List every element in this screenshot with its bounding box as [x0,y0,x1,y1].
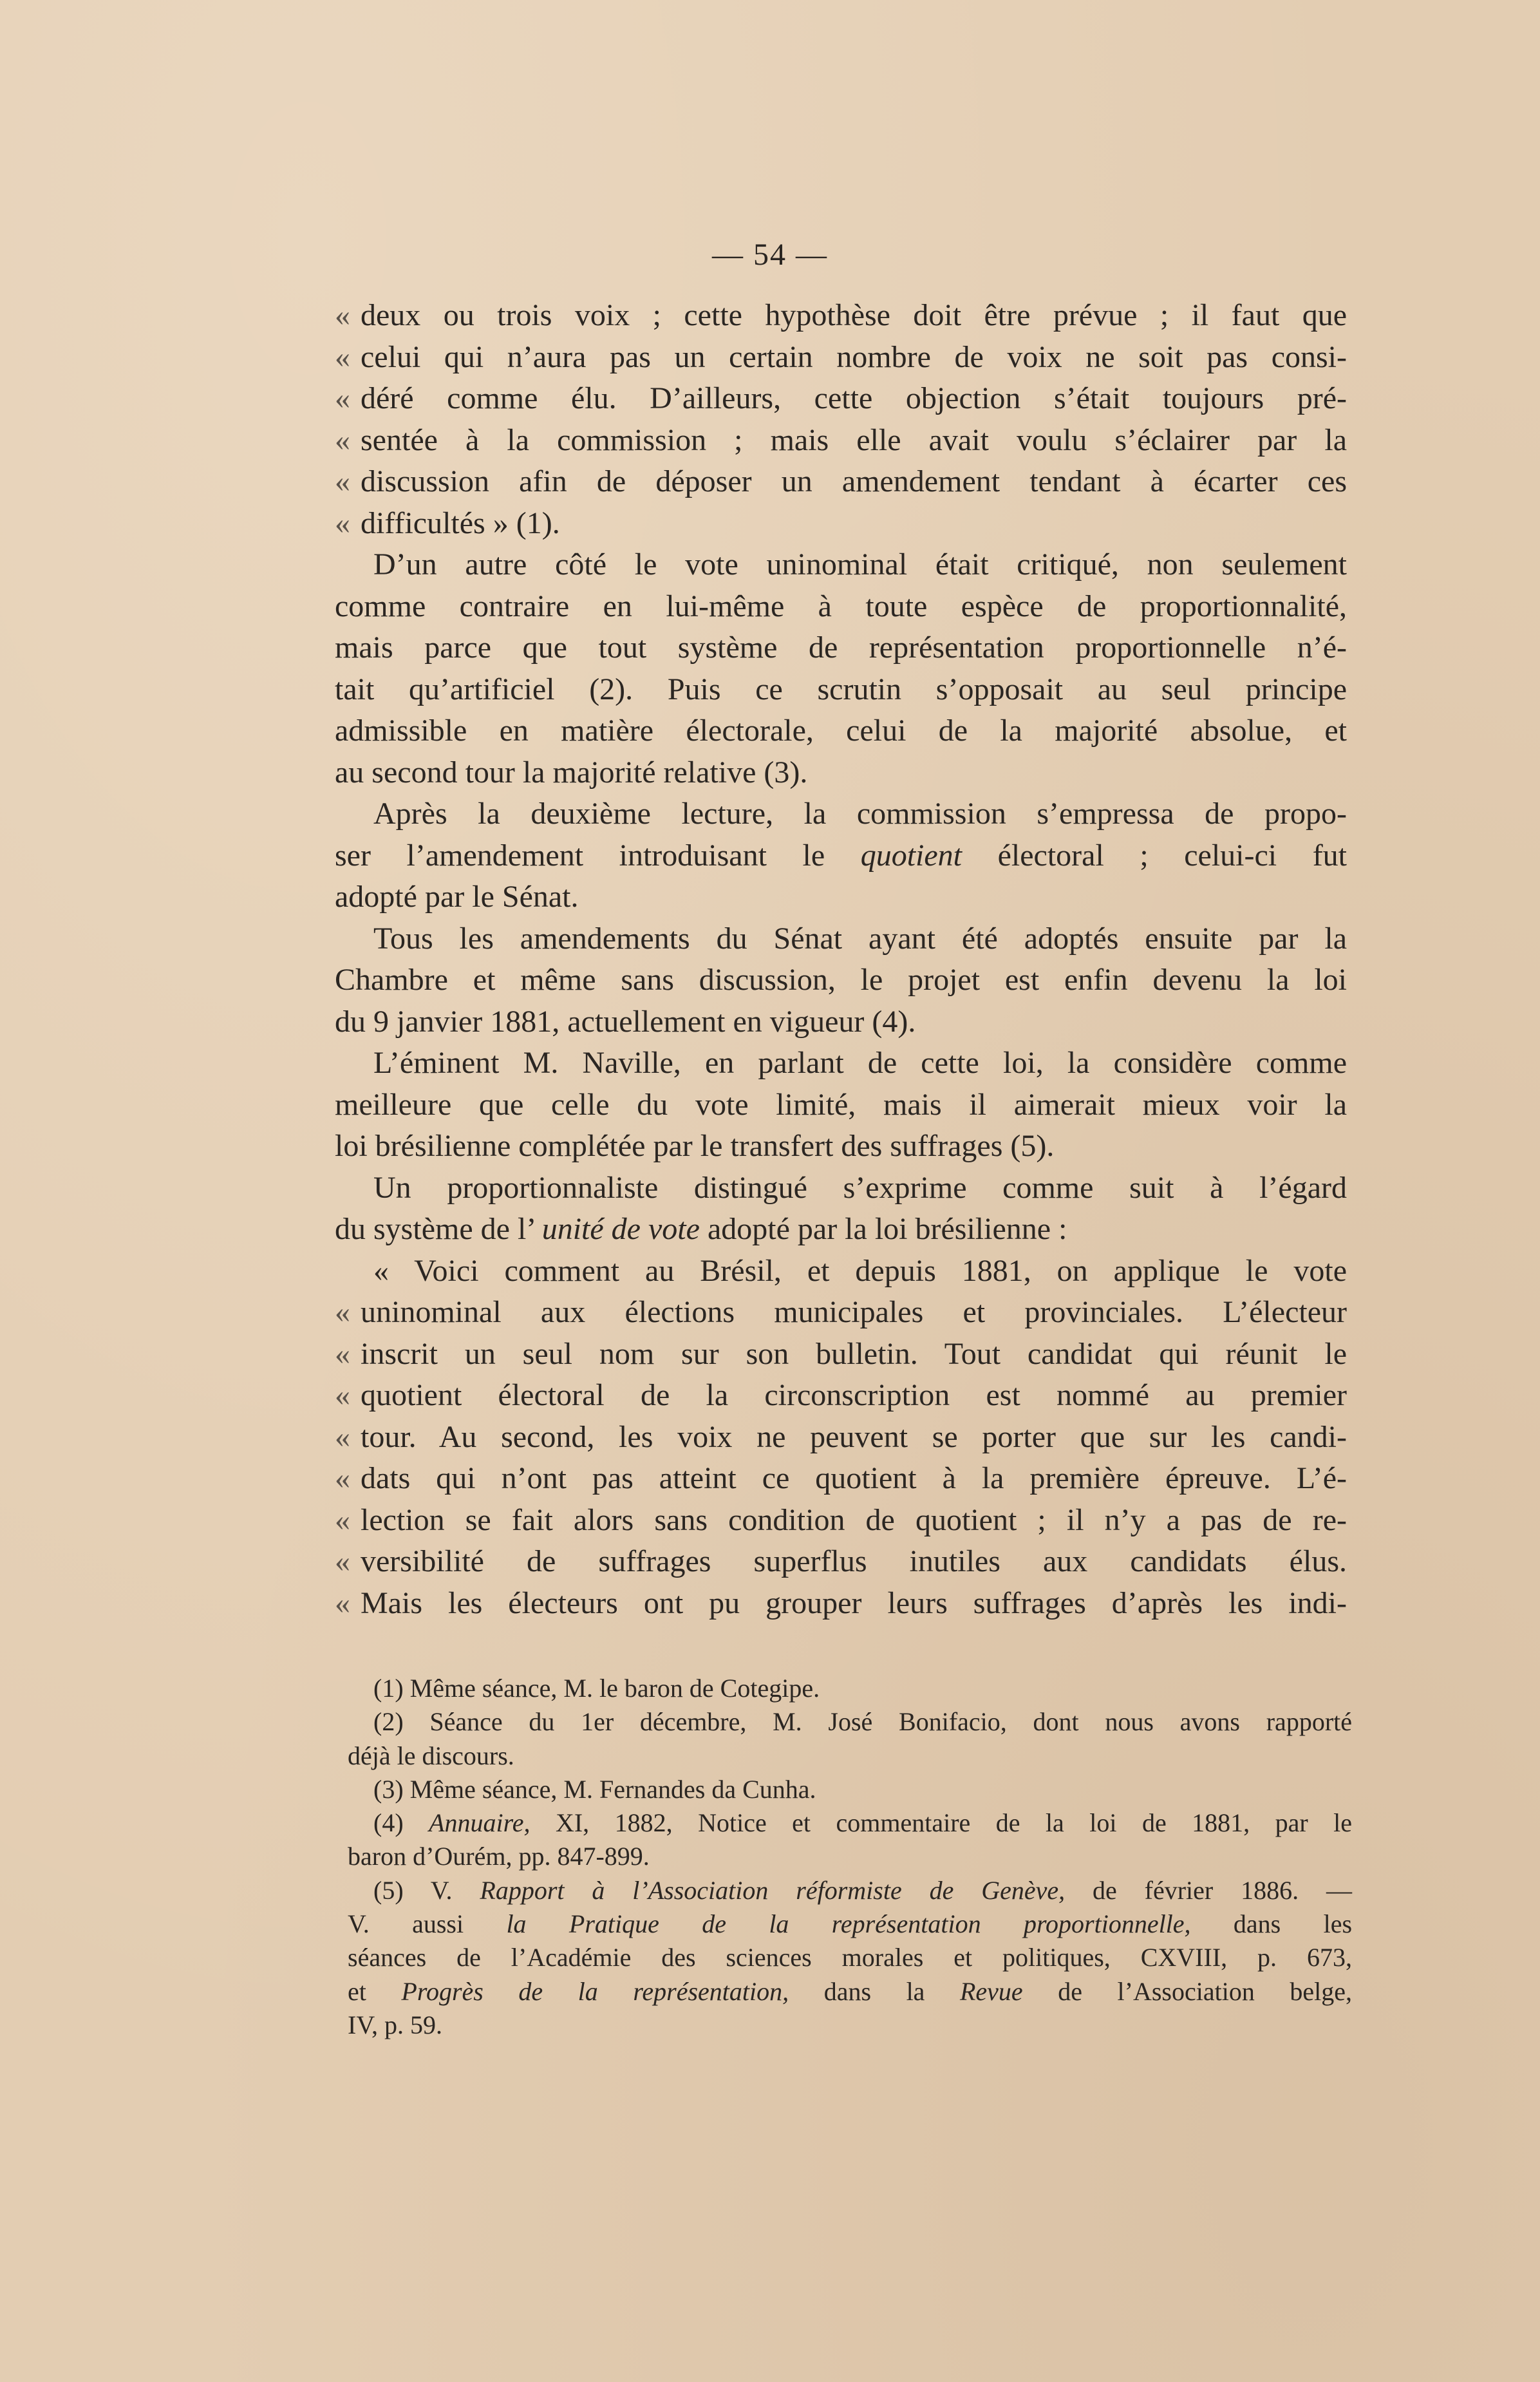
text-segment: déré comme élu. D’ailleurs, cette objection s’était toujours pré- [361,381,1347,415]
text-segment: L’éminent M. Naville, en parlant de cette loi, la considère comme [373,1046,1347,1080]
text-segment: dats qui n’ont pas atteint ce quotient à la première épreuve. L’é- [361,1461,1347,1495]
text-segment: versibilité de suffrages superflus inutiles aux candidats élus. [361,1544,1347,1578]
body-line [335,420,1347,462]
text-segment: comme contraire en lui-même à toute espèce de proportionnalité, [335,589,1347,623]
text-segment: loi brésilienne complétée par le transfert des suffrages (5). [335,1129,1055,1163]
text-segment: deux ou trois voix ; cette hypothèse doit être prévue ; il faut que [361,298,1347,332]
body-line [335,295,1347,337]
footnote-line [348,1975,1352,2009]
body-line [335,1167,1347,1209]
text-segment: (4) [373,1808,404,1838]
text-segment: Tous les amendements du Sénat ayant été adoptés ensuite par la [373,921,1347,956]
text-segment: « Voici comment au Brésil, et depuis 1881, on applique le vote [373,1253,1347,1288]
text-segment: (3) Même séance, M. Fernandes da Cunha. [373,1774,816,1804]
body-line [335,544,1347,586]
text-segment: dans les [1233,1909,1353,1939]
text-segment: séances de l’Académie des sciences morales et politiques, CXVIII, p. 673, [348,1943,1352,1972]
body-line [335,1292,1347,1334]
text-segment: déjà le discours. [348,1741,514,1770]
quote-mark: « [335,1419,350,1454]
quote-mark: « [335,298,350,332]
text-segment: (1) Même séance, M. le baron de Cotegipe. [373,1674,820,1703]
text-segment: tour. Au second, les voix ne peuvent se porter que sur les candi- [361,1419,1347,1454]
text-segment: lection se fait alors sans condition de quotient ; il n’y a pas de re- [361,1502,1347,1537]
footnote-line [348,1773,1352,1806]
italic-text: la Pratique de la représentation proportionnelle, [506,1909,1191,1939]
footnote-line [348,1672,1352,1705]
text-segment: V. aussi [348,1909,464,1939]
quote-mark: « [335,464,350,498]
text-segment: dans la [823,1976,925,2006]
quote-mark: « [335,1378,350,1412]
text-segment: admissible en matière électorale, celui de la majorité absolue, et [335,714,1347,748]
footnote-line [348,1840,1352,1873]
text-segment: ser l’amendement introduisant le [335,838,825,873]
text-segment: et [348,1976,366,2006]
footnote-line [348,2009,1352,2042]
text-segment: uninominal aux élections municipales et provinciales. L’électeur [361,1295,1347,1329]
quote-mark: « [335,339,350,374]
text-segment: électoral ; celui-ci fut [997,838,1348,873]
footnote-line [348,1941,1352,1974]
italic-text: Rapport à l’Association réformiste de Genève, [480,1875,1066,1905]
italic-text: unité de vote [541,1212,700,1246]
body-line [335,1500,1347,1542]
body-line [335,752,1347,794]
quote-mark: « [335,1544,350,1578]
footnote-line [348,1705,1352,1739]
text-segment: meilleure que celle du vote limité, mais il aimerait mieux voir la [335,1087,1347,1122]
footnote-line [348,1874,1352,1907]
text-segment: Chambre et même sans discussion, le projet est enfin devenu la loi [335,963,1347,997]
body-line [335,378,1347,420]
text-segment: au second tour la majorité relative (3). [335,755,808,789]
quote-mark: « [335,1585,350,1620]
body-line [335,876,1347,918]
text-segment: difficultés » (1). [361,506,560,540]
footnote-line [348,1806,1352,1840]
body-line [335,1043,1347,1084]
text-segment: inscrit un seul nom sur son bulletin. Tout candidat qui réunit le [361,1336,1347,1371]
italic-text: Revue [959,1976,1023,2006]
body-line [335,1458,1347,1500]
body-line [335,1417,1347,1459]
body-line [335,1251,1347,1292]
italic-text: quotient [860,838,962,873]
text-segment: celui qui n’aura pas un certain nombre de voix ne soit pas consi- [361,339,1347,374]
body-line [335,1126,1347,1167]
text-segment: sentée à la commission ; mais elle avait voulu s’éclairer par la [361,422,1347,457]
text-segment: Mais les électeurs ont pu grouper leurs suffrages d’après les indi- [361,1585,1347,1620]
body-line [335,793,1347,835]
body-line [335,337,1347,379]
footnotes [348,1672,1352,2042]
text-segment: du 9 janvier 1881, actuellement en vigueur (4). [335,1004,916,1039]
body-line [335,503,1347,545]
text-segment: mais parce que tout système de représentation proportionnelle n’é- [335,630,1347,665]
body-line [335,669,1347,711]
quote-mark: « [335,381,350,415]
body-line [335,1209,1347,1251]
body-line [335,1334,1347,1375]
body-line [335,959,1347,1001]
italic-text: Annuaire, [429,1808,531,1838]
footnote-line [348,1907,1352,1941]
text-segment: Un proportionnaliste distingué s’exprime comme suit à l’égard [373,1170,1347,1205]
body-line [335,1541,1347,1583]
body-line [335,627,1347,669]
text-segment: tait qu’artificiel (2). Puis ce scrutin s’opposait au seul principe [335,672,1347,706]
quote-mark: « [335,1295,350,1329]
text-segment: Après la deuxième lecture, la commission s’empressa de propo- [373,797,1347,831]
body-line [335,918,1347,960]
text-segment: (5) V. [373,1875,453,1905]
footnote-line [348,1739,1352,1773]
text-segment: baron d’Ourém, pp. 847-899. [348,1842,650,1871]
quote-mark: « [335,422,350,457]
body-line [335,586,1347,628]
body-line [335,1583,1347,1625]
page-number: — 54 — [712,238,828,272]
body-line [335,1084,1347,1126]
text-segment: de l’Association belge, [1058,1976,1353,2006]
text-segment: D’un autre côté le vote uninominal était critiqué, non seulement [373,547,1347,581]
body-line [335,835,1347,877]
text-segment: quotient électoral de la circonscription est nommé au premier [361,1378,1347,1412]
text-segment: du système de l’ [335,1212,534,1246]
quote-mark: « [335,1336,350,1371]
body-line [335,710,1347,752]
text-segment: adopté par le Sénat. [335,880,579,914]
quote-mark: « [335,506,350,540]
body-line [335,1375,1347,1417]
text-segment: adopté par la loi brésilienne : [707,1212,1067,1246]
text-segment: discussion afin de déposer un amendement tendant à écarter ces [361,464,1347,498]
text-segment: (2) Séance du 1er décembre, M. José Bonifacio, dont nous avons rapporté [373,1707,1352,1737]
text-segment: de février 1886. — [1093,1875,1353,1905]
body-line [335,1001,1347,1043]
quote-mark: « [335,1502,350,1537]
text-segment: XI, 1882, Notice et commentaire de la loi de 1881, par le [555,1808,1353,1838]
text-segment: IV, p. 59. [348,2010,443,2039]
quote-mark: « [335,1461,350,1495]
body-line [335,461,1347,503]
main-text [335,295,1347,1624]
italic-text: Progrès de la représentation, [401,1976,789,2006]
